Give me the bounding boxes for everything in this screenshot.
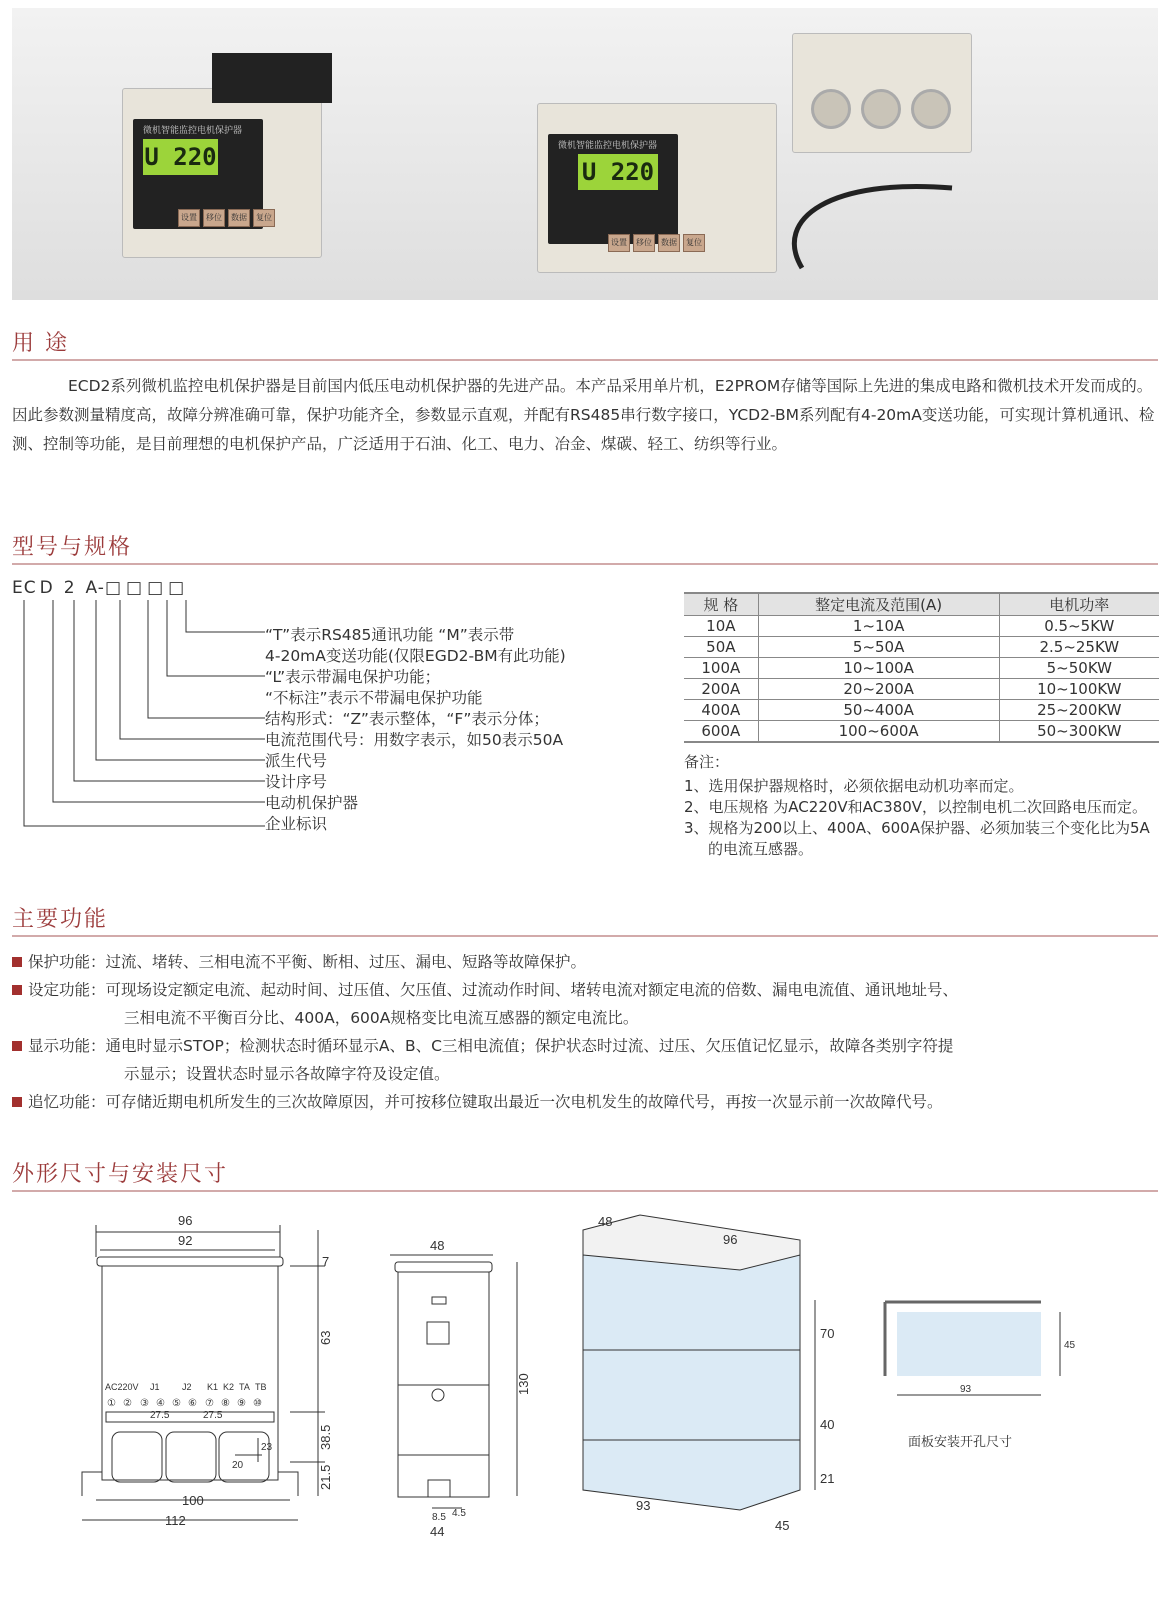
table-row: 50A 5~50A 2.5~25KW bbox=[684, 637, 1159, 658]
svg-text:4.5: 4.5 bbox=[452, 1508, 466, 1519]
section-heading-functions: 主要功能 bbox=[12, 902, 1158, 937]
svg-text:④: ④ bbox=[156, 1398, 165, 1409]
table-row: 100A 10~100A 5~50KW bbox=[684, 658, 1159, 679]
table-row: 400A 50~400A 25~200KW bbox=[684, 700, 1159, 721]
svg-text:100: 100 bbox=[182, 1493, 204, 1508]
svg-text:7: 7 bbox=[322, 1254, 330, 1269]
dimension-drawings bbox=[0, 1200, 1169, 1545]
function-list: 保护功能：过流、堵转、三相电流不平衡、断相、过压、漏电、短路等故障保护。 设定功能：可现场设定额定电流、起动时间、过压值、欠压值、过流动作时间、堵转电流对额定电流的倍数、漏电电流值、通讯地址号、 三相电流不平衡百分比、400A，600A规格变比电流互感器的额定电流比。 显示功能：通电时显示STOP；检测状态时循环显示A、B、C三相电流值；保护状态时过流、过压、欠压值记忆显示，故障各类别字符提 示显示；设置状态时显示各故障字符及设定值。 追忆功能：可存储近期电机所发生的三次故障原因，并可按移位键取出最近一次电机发生的故障代号，再按一次显示前一次故障代号。 bbox=[12, 948, 1158, 1116]
svg-text:②: ② bbox=[123, 1398, 132, 1409]
svg-text:⑧: ⑧ bbox=[221, 1398, 230, 1409]
svg-text:48: 48 bbox=[430, 1238, 445, 1253]
svg-text:8.5: 8.5 bbox=[432, 1512, 446, 1523]
side-view-labels bbox=[430, 1238, 531, 1539]
side-view bbox=[390, 1255, 517, 1508]
svg-text:112: 112 bbox=[165, 1513, 186, 1528]
protector-unit-1: 微机智能监控电机保护器 U 220 设置 移位 数据 复位 bbox=[122, 88, 322, 258]
svg-text:130: 130 bbox=[516, 1373, 531, 1395]
svg-text:J2: J2 bbox=[182, 1382, 192, 1392]
svg-text:44: 44 bbox=[430, 1524, 445, 1539]
table-row: 200A 20~200A 10~100KW bbox=[684, 679, 1159, 700]
svg-text:AC220V: AC220V bbox=[105, 1382, 139, 1392]
svg-text:20: 20 bbox=[232, 1460, 244, 1471]
product-photo bbox=[12, 8, 1158, 300]
panel-cutout bbox=[885, 1302, 1076, 1395]
svg-text:⑦: ⑦ bbox=[205, 1398, 214, 1409]
svg-text:27.5: 27.5 bbox=[203, 1410, 223, 1421]
svg-text:⑩: ⑩ bbox=[253, 1398, 262, 1409]
section-heading-dimensions: 外形尺寸与安装尺寸 bbox=[12, 1157, 1158, 1192]
front-view-labels bbox=[105, 1213, 333, 1528]
svg-text:①: ① bbox=[107, 1398, 116, 1409]
list-item: 显示功能：通电时显示STOP；检测状态时循环显示A、B、C三相电流值；保护状态时过流、过压、欠压值记忆显示，故障各类别字符提 bbox=[12, 1032, 1158, 1060]
svg-text:K2: K2 bbox=[223, 1382, 235, 1392]
section-heading-model: 型号与规格 bbox=[12, 530, 1158, 565]
svg-text:38.5: 38.5 bbox=[318, 1424, 333, 1450]
svg-text:27.5: 27.5 bbox=[150, 1410, 170, 1421]
spec-table: 规 格 整定电流及范围(A) 电机功率 10A 1~10A 0.5~5KW 50A 5~50A 2.5~25KW 100A 10~100A 5~50KW 200A 20~200A 10~100KW 400A 50~400A 25~200KW 600A 100~600A 50~300KW bbox=[684, 592, 1159, 743]
svg-text:23: 23 bbox=[261, 1442, 273, 1453]
svg-text:21: 21 bbox=[820, 1471, 835, 1486]
model-code: EC D 2 A-□ □ □ □ bbox=[12, 578, 186, 598]
isometric-view bbox=[583, 1215, 815, 1510]
svg-text:⑤: ⑤ bbox=[172, 1398, 181, 1409]
table-row: 600A 100~600A 50~300KW bbox=[684, 721, 1159, 742]
svg-text:TB: TB bbox=[255, 1382, 267, 1392]
svg-text:63: 63 bbox=[318, 1330, 333, 1345]
svg-text:45: 45 bbox=[1064, 1340, 1076, 1351]
protector-unit-2: 微机智能监控电机保护器 U 220 设置 移位 数据 复位 bbox=[537, 103, 777, 273]
lcd-display: U 220 bbox=[143, 139, 218, 175]
svg-text:⑨: ⑨ bbox=[237, 1398, 246, 1409]
table-row: 10A 1~10A 0.5~5KW bbox=[684, 616, 1159, 637]
svg-text:96: 96 bbox=[723, 1232, 738, 1247]
svg-text:45: 45 bbox=[775, 1518, 790, 1533]
svg-text:40: 40 bbox=[820, 1417, 835, 1432]
cable bbox=[772, 158, 972, 298]
svg-text:93: 93 bbox=[960, 1384, 972, 1395]
svg-text:21.5: 21.5 bbox=[318, 1464, 333, 1490]
model-code-leader-lines bbox=[0, 598, 270, 838]
usage-text: ECD2系列微机监控电机保护器是目前国内低压电动机保护器的先进产品。本产品采用单片机，E2PROM存储等国际上先进的集成电路和微机技术开发而成的。因此参数测量精度高，故障分辨准确可靠，保护功能齐全，参数显示直观，并配有RS485串行数字接口，YCD2-BM系列配有4-20mA变送功能，可实现计算机通讯、检测、控制等功能，是目前理想的电机保护产品，广泛适用于石油、化工、电力、冶金、煤碳、轻工、纺织等行业。 bbox=[12, 377, 1155, 453]
svg-text:92: 92 bbox=[178, 1233, 193, 1248]
svg-text:J1: J1 bbox=[150, 1382, 160, 1392]
svg-text:96: 96 bbox=[178, 1213, 193, 1228]
terminal-block bbox=[212, 53, 332, 103]
svg-text:TA: TA bbox=[239, 1382, 250, 1392]
svg-text:⑥: ⑥ bbox=[188, 1398, 197, 1409]
section-heading-usage: 用 途 bbox=[12, 326, 1158, 361]
current-transformer bbox=[792, 33, 972, 153]
notes: 备注： 1、选用保护器规格时，必须依据电动机功率而定。 2、电压规格 为AC220V和AC380V，以控制电机二次回路电压而定。 3、规格为200以上、400A、600A保护器、必须加装三个变化比为5A的电流互感器。 bbox=[684, 753, 1150, 858]
lcd-display: U 220 bbox=[578, 154, 658, 190]
svg-text:③: ③ bbox=[140, 1398, 149, 1409]
svg-text:K1: K1 bbox=[207, 1382, 219, 1392]
svg-text:48: 48 bbox=[598, 1214, 613, 1229]
front-view bbox=[82, 1225, 325, 1520]
cutout-caption: 面板安装开孔尺寸 bbox=[908, 1435, 1013, 1450]
svg-text:93: 93 bbox=[636, 1498, 651, 1513]
svg-text:70: 70 bbox=[820, 1326, 835, 1341]
list-item: 设定功能：可现场设定额定电流、起动时间、过压值、欠压值、过流动作时间、堵转电流对额定电流的倍数、漏电电流值、通讯地址号、 bbox=[12, 976, 1158, 1004]
list-item: 追忆功能：可存储近期电机所发生的三次故障原因，并可按移位键取出最近一次电机发生的故障代号，再按一次显示前一次故障代号。 bbox=[12, 1088, 1158, 1116]
list-item: 保护功能：过流、堵转、三相电流不平衡、断相、过压、漏电、短路等故障保护。 bbox=[12, 948, 1158, 976]
